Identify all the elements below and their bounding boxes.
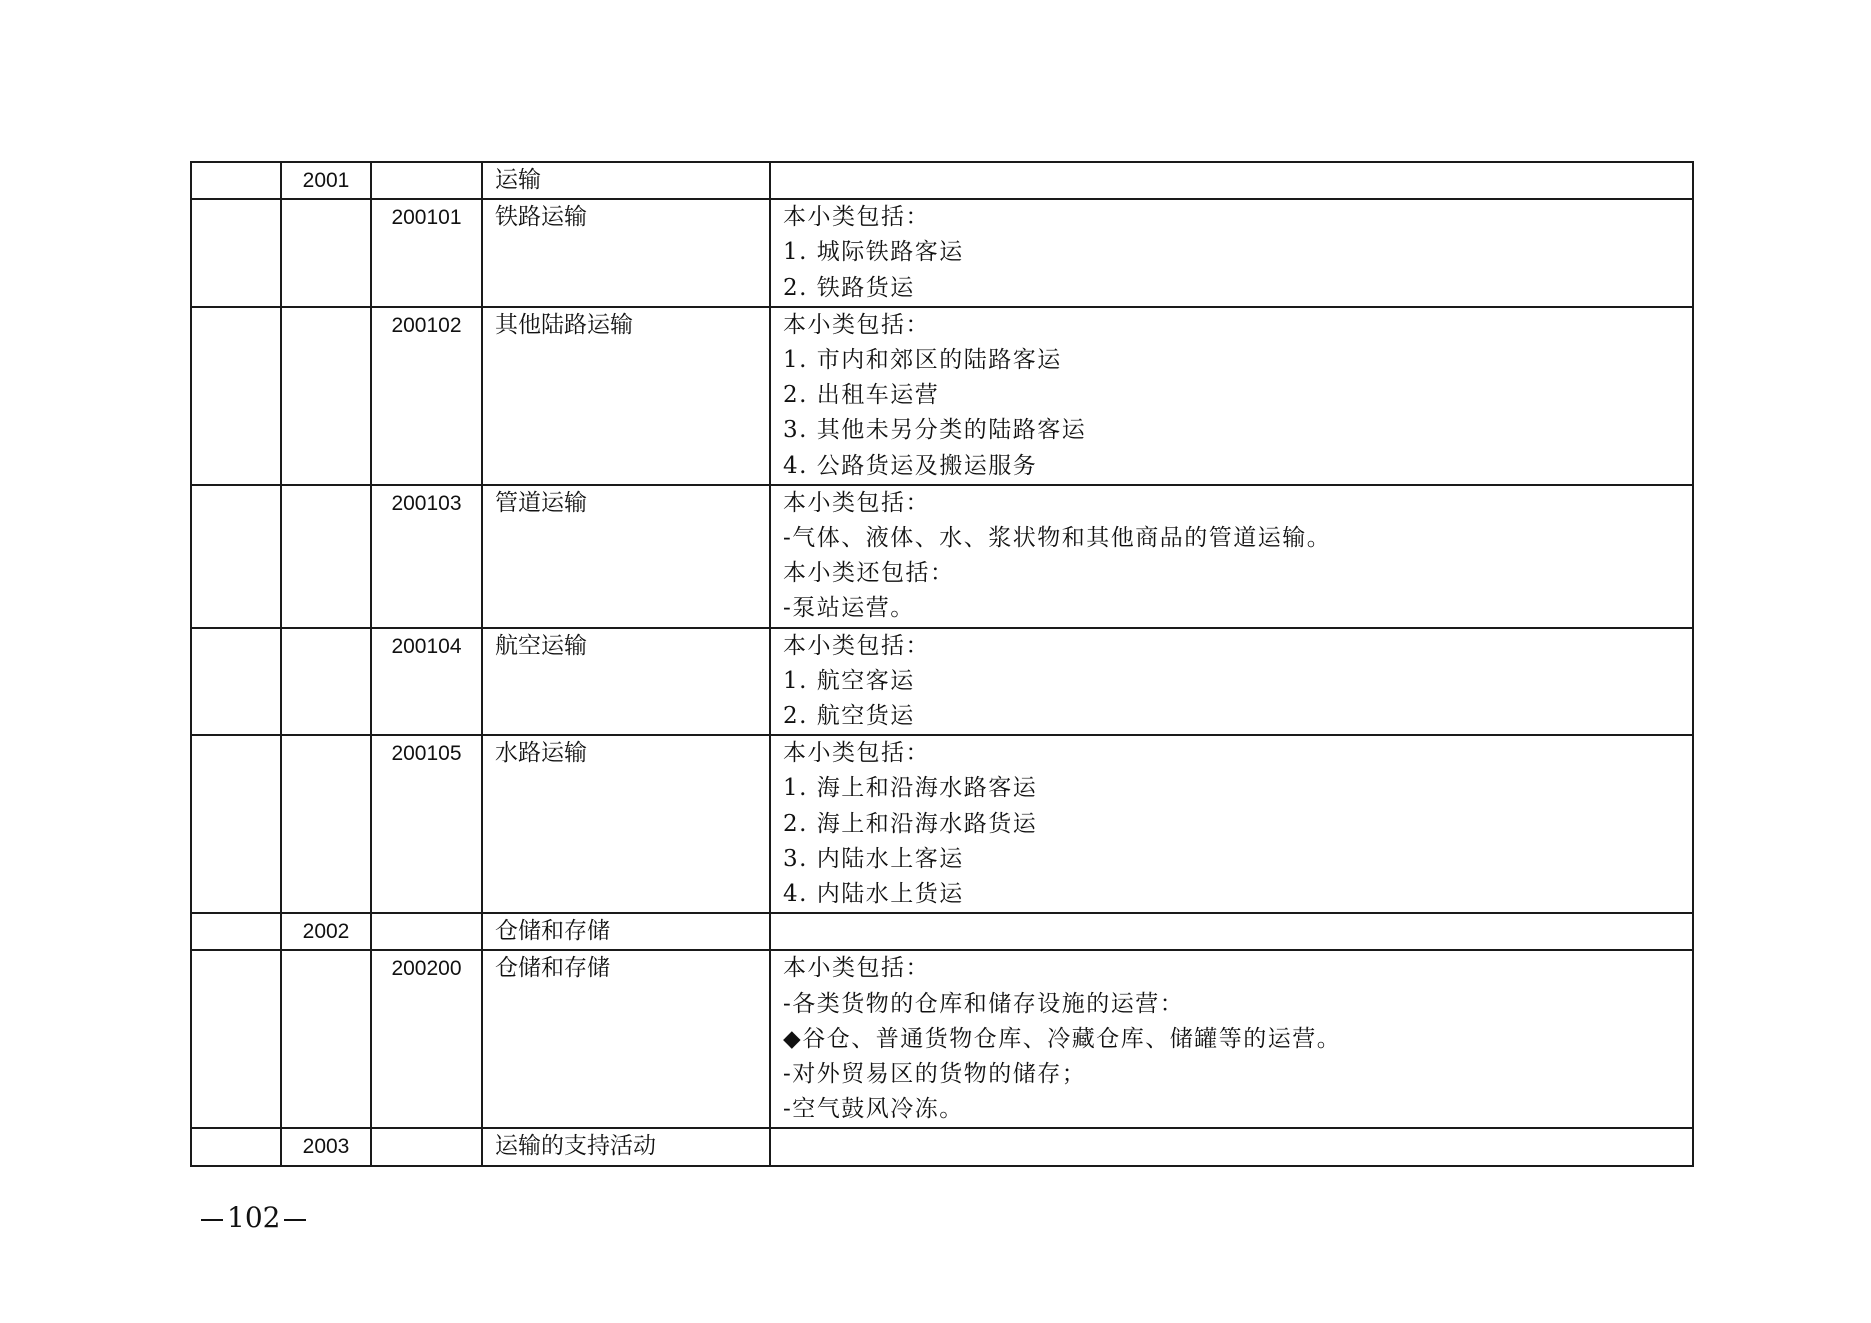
footer-dash-left bbox=[201, 1219, 223, 1221]
description-cell bbox=[770, 162, 1693, 199]
group-code-cell bbox=[281, 735, 371, 913]
description-line: 2. 铁路货运 bbox=[783, 274, 915, 301]
category-name-cell: 管道运输 bbox=[482, 485, 770, 628]
description-line: 3. 内陆水上客运 bbox=[783, 845, 964, 872]
sub-code-cell: 200105 bbox=[371, 735, 482, 913]
description-line: 1. 市内和郊区的陆路客运 bbox=[783, 346, 1062, 373]
description-line: 4. 内陆水上货运 bbox=[783, 880, 964, 907]
description-line: 本小类包括： bbox=[783, 204, 930, 231]
group-code-cell: 2001 bbox=[281, 162, 371, 199]
classification-table bbox=[190, 161, 1694, 1167]
table-row-group bbox=[191, 913, 1693, 950]
table-row-group bbox=[191, 162, 1693, 199]
table-row-item bbox=[191, 307, 1693, 485]
table-row-item bbox=[191, 735, 1693, 913]
category-name-cell: 航空运输 bbox=[482, 628, 770, 736]
description-line: -泵站运营。 bbox=[783, 595, 915, 622]
description-cell bbox=[770, 628, 1693, 736]
sub-code-cell: 200101 bbox=[371, 199, 482, 307]
description-cell bbox=[770, 950, 1693, 1128]
description-line: 4. 公路货运及搬运服务 bbox=[783, 452, 1038, 479]
table-row-item bbox=[191, 199, 1693, 307]
group-code-cell: 2003 bbox=[281, 1128, 371, 1165]
description-line: 本小类包括： bbox=[783, 311, 930, 338]
group-code-cell bbox=[281, 307, 371, 485]
category-name-cell: 仓储和存储 bbox=[482, 913, 770, 950]
empty-cell bbox=[191, 735, 281, 913]
category-name-cell: 水路运输 bbox=[482, 735, 770, 913]
empty-cell bbox=[191, 162, 281, 199]
empty-cell bbox=[191, 950, 281, 1128]
table-body bbox=[191, 162, 1693, 1166]
description-cell bbox=[770, 307, 1693, 485]
description-line: -气体、液体、水、浆状物和其他商品的管道运输。 bbox=[783, 524, 1332, 551]
description-line: -对外贸易区的货物的储存； bbox=[783, 1060, 1087, 1087]
description-cell bbox=[770, 1128, 1693, 1165]
group-code-cell bbox=[281, 628, 371, 736]
description-line: 3. 其他未另分类的陆路客运 bbox=[783, 417, 1087, 444]
empty-cell bbox=[191, 199, 281, 307]
sub-code-cell: 200103 bbox=[371, 485, 482, 628]
description-line: -各类货物的仓库和储存设施的运营： bbox=[783, 990, 1185, 1017]
description-line: 1. 航空客运 bbox=[783, 667, 915, 694]
sub-code-cell: 200200 bbox=[371, 950, 482, 1128]
description-cell bbox=[770, 199, 1693, 307]
description-line: ◆谷仓、普通货物仓库、冷藏仓库、储罐等的运营。 bbox=[783, 1025, 1342, 1052]
sub-code-cell bbox=[371, 913, 482, 950]
sub-code-cell: 200102 bbox=[371, 307, 482, 485]
description-cell bbox=[770, 485, 1693, 628]
category-name-cell: 运输 bbox=[482, 162, 770, 199]
description-cell bbox=[770, 735, 1693, 913]
category-name-cell: 运输的支持活动 bbox=[482, 1128, 770, 1165]
description-cell bbox=[770, 913, 1693, 950]
category-name-cell: 铁路运输 bbox=[482, 199, 770, 307]
description-line: 1. 城际铁路客运 bbox=[783, 239, 964, 266]
table-row-item bbox=[191, 950, 1693, 1128]
table-row-group bbox=[191, 1128, 1693, 1165]
sub-code-cell bbox=[371, 1128, 482, 1165]
description-line: 本小类还包括： bbox=[783, 560, 955, 587]
description-line: 本小类包括： bbox=[783, 489, 930, 516]
group-code-cell bbox=[281, 199, 371, 307]
page-footer bbox=[201, 1198, 306, 1238]
description-line: 本小类包括： bbox=[783, 740, 930, 767]
empty-cell bbox=[191, 307, 281, 485]
group-code-cell: 2002 bbox=[281, 913, 371, 950]
empty-cell bbox=[191, 1128, 281, 1165]
footer-dash-right bbox=[284, 1219, 306, 1221]
description-line: 2. 海上和沿海水路货运 bbox=[783, 810, 1038, 837]
category-name-cell: 仓储和存储 bbox=[482, 950, 770, 1128]
empty-cell bbox=[191, 628, 281, 736]
sub-code-cell: 200104 bbox=[371, 628, 482, 736]
description-line: 本小类包括： bbox=[783, 955, 930, 982]
description-line: 本小类包括： bbox=[783, 632, 930, 659]
description-line: -空气鼓风冷冻。 bbox=[783, 1096, 964, 1123]
table-row-item bbox=[191, 628, 1693, 736]
category-name-cell: 其他陆路运输 bbox=[482, 307, 770, 485]
group-code-cell bbox=[281, 485, 371, 628]
description-line: 2. 出租车运营 bbox=[783, 382, 940, 409]
empty-cell bbox=[191, 485, 281, 628]
group-code-cell bbox=[281, 950, 371, 1128]
sub-code-cell bbox=[371, 162, 482, 199]
page-number: 102 bbox=[227, 1201, 281, 1234]
description-line: 2. 航空货运 bbox=[783, 702, 915, 729]
description-line: 1. 海上和沿海水路客运 bbox=[783, 775, 1038, 802]
table-row-item bbox=[191, 485, 1693, 628]
empty-cell bbox=[191, 913, 281, 950]
